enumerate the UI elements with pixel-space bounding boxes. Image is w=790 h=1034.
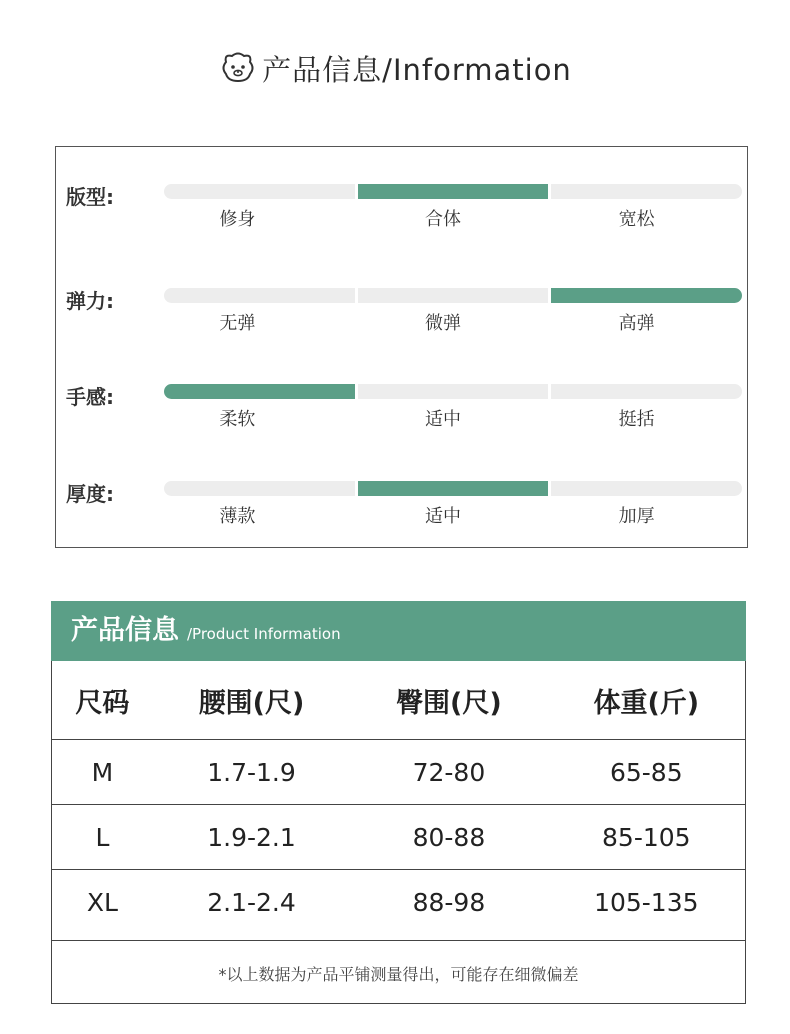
attribute-label: 手感: [66, 385, 114, 409]
table-cell: 85-105 [548, 805, 745, 870]
table-cell: M [52, 740, 153, 805]
attribute-row [56, 381, 747, 441]
title-text: 产品信息/Information [262, 52, 572, 87]
size-table-header [51, 601, 746, 661]
scale-option-label: 薄款 [219, 506, 256, 527]
scale-segment [551, 184, 742, 199]
scale-option-label: 挺括 [618, 409, 655, 430]
table-cell: 65-85 [548, 740, 745, 805]
scale-option-label: 宽松 [618, 209, 655, 230]
table-cell: 2.1-2.4 [153, 870, 350, 935]
scale-option-label: 适中 [425, 506, 461, 527]
attribute-label: 弹力: [66, 289, 114, 313]
scale-option-label: 加厚 [618, 506, 655, 527]
table-cell: 1.7-1.9 [153, 740, 350, 805]
table-cell: 105-135 [548, 870, 745, 935]
col-header-waist: 腰围(尺) [198, 687, 305, 719]
table-cell: 88-98 [350, 870, 547, 935]
size-table-title: 产品信息 [71, 615, 179, 646]
table-cell: L [52, 805, 153, 870]
table-cell: 1.9-2.1 [153, 805, 350, 870]
scale-segment [164, 481, 355, 496]
scale-segment [358, 288, 549, 303]
scale-segment [551, 384, 742, 399]
table-header-row [52, 661, 745, 740]
page-title [0, 40, 790, 96]
attribute-row [56, 478, 747, 538]
table-row [52, 870, 745, 935]
bear-face-icon [218, 48, 258, 88]
col-header-weight: 体重(斤) [593, 687, 700, 719]
attribute-label: 厚度: [66, 482, 114, 506]
col-header-size: 尺码 [75, 687, 130, 719]
table-cell: XL [52, 870, 153, 935]
scale-option-label: 无弹 [219, 313, 256, 334]
size-table-subtitle: /Product Information [187, 625, 341, 643]
scale-segment [551, 481, 742, 496]
scale-option-label: 适中 [425, 409, 461, 430]
scale-option-label: 合体 [425, 209, 461, 230]
attribute-row [56, 285, 747, 345]
table-row [52, 805, 745, 870]
scale-segment [164, 184, 355, 199]
size-table [52, 661, 745, 934]
scale-segment-selected [358, 184, 549, 199]
scale-option-label: 柔软 [219, 409, 256, 430]
attribute-panel [55, 146, 748, 548]
scale-segment-selected [551, 288, 742, 303]
scale-segment [358, 384, 549, 399]
attribute-row [56, 181, 747, 241]
scale-option-label: 修身 [219, 209, 256, 230]
scale-segment-selected [164, 384, 355, 399]
measurement-note: *以上数据为产品平铺测量得出，可能存在细微偏差 [51, 940, 746, 1005]
scale-option-label: 高弹 [618, 313, 655, 334]
scale-segment-selected [358, 481, 549, 496]
col-header-hip: 臀围(尺) [396, 687, 502, 719]
attribute-label: 版型: [66, 185, 114, 209]
scale-option-label: 微弹 [425, 313, 461, 334]
table-row [52, 740, 745, 805]
table-cell: 80-88 [350, 805, 547, 870]
table-cell: 72-80 [350, 740, 547, 805]
scale-segment [164, 288, 355, 303]
